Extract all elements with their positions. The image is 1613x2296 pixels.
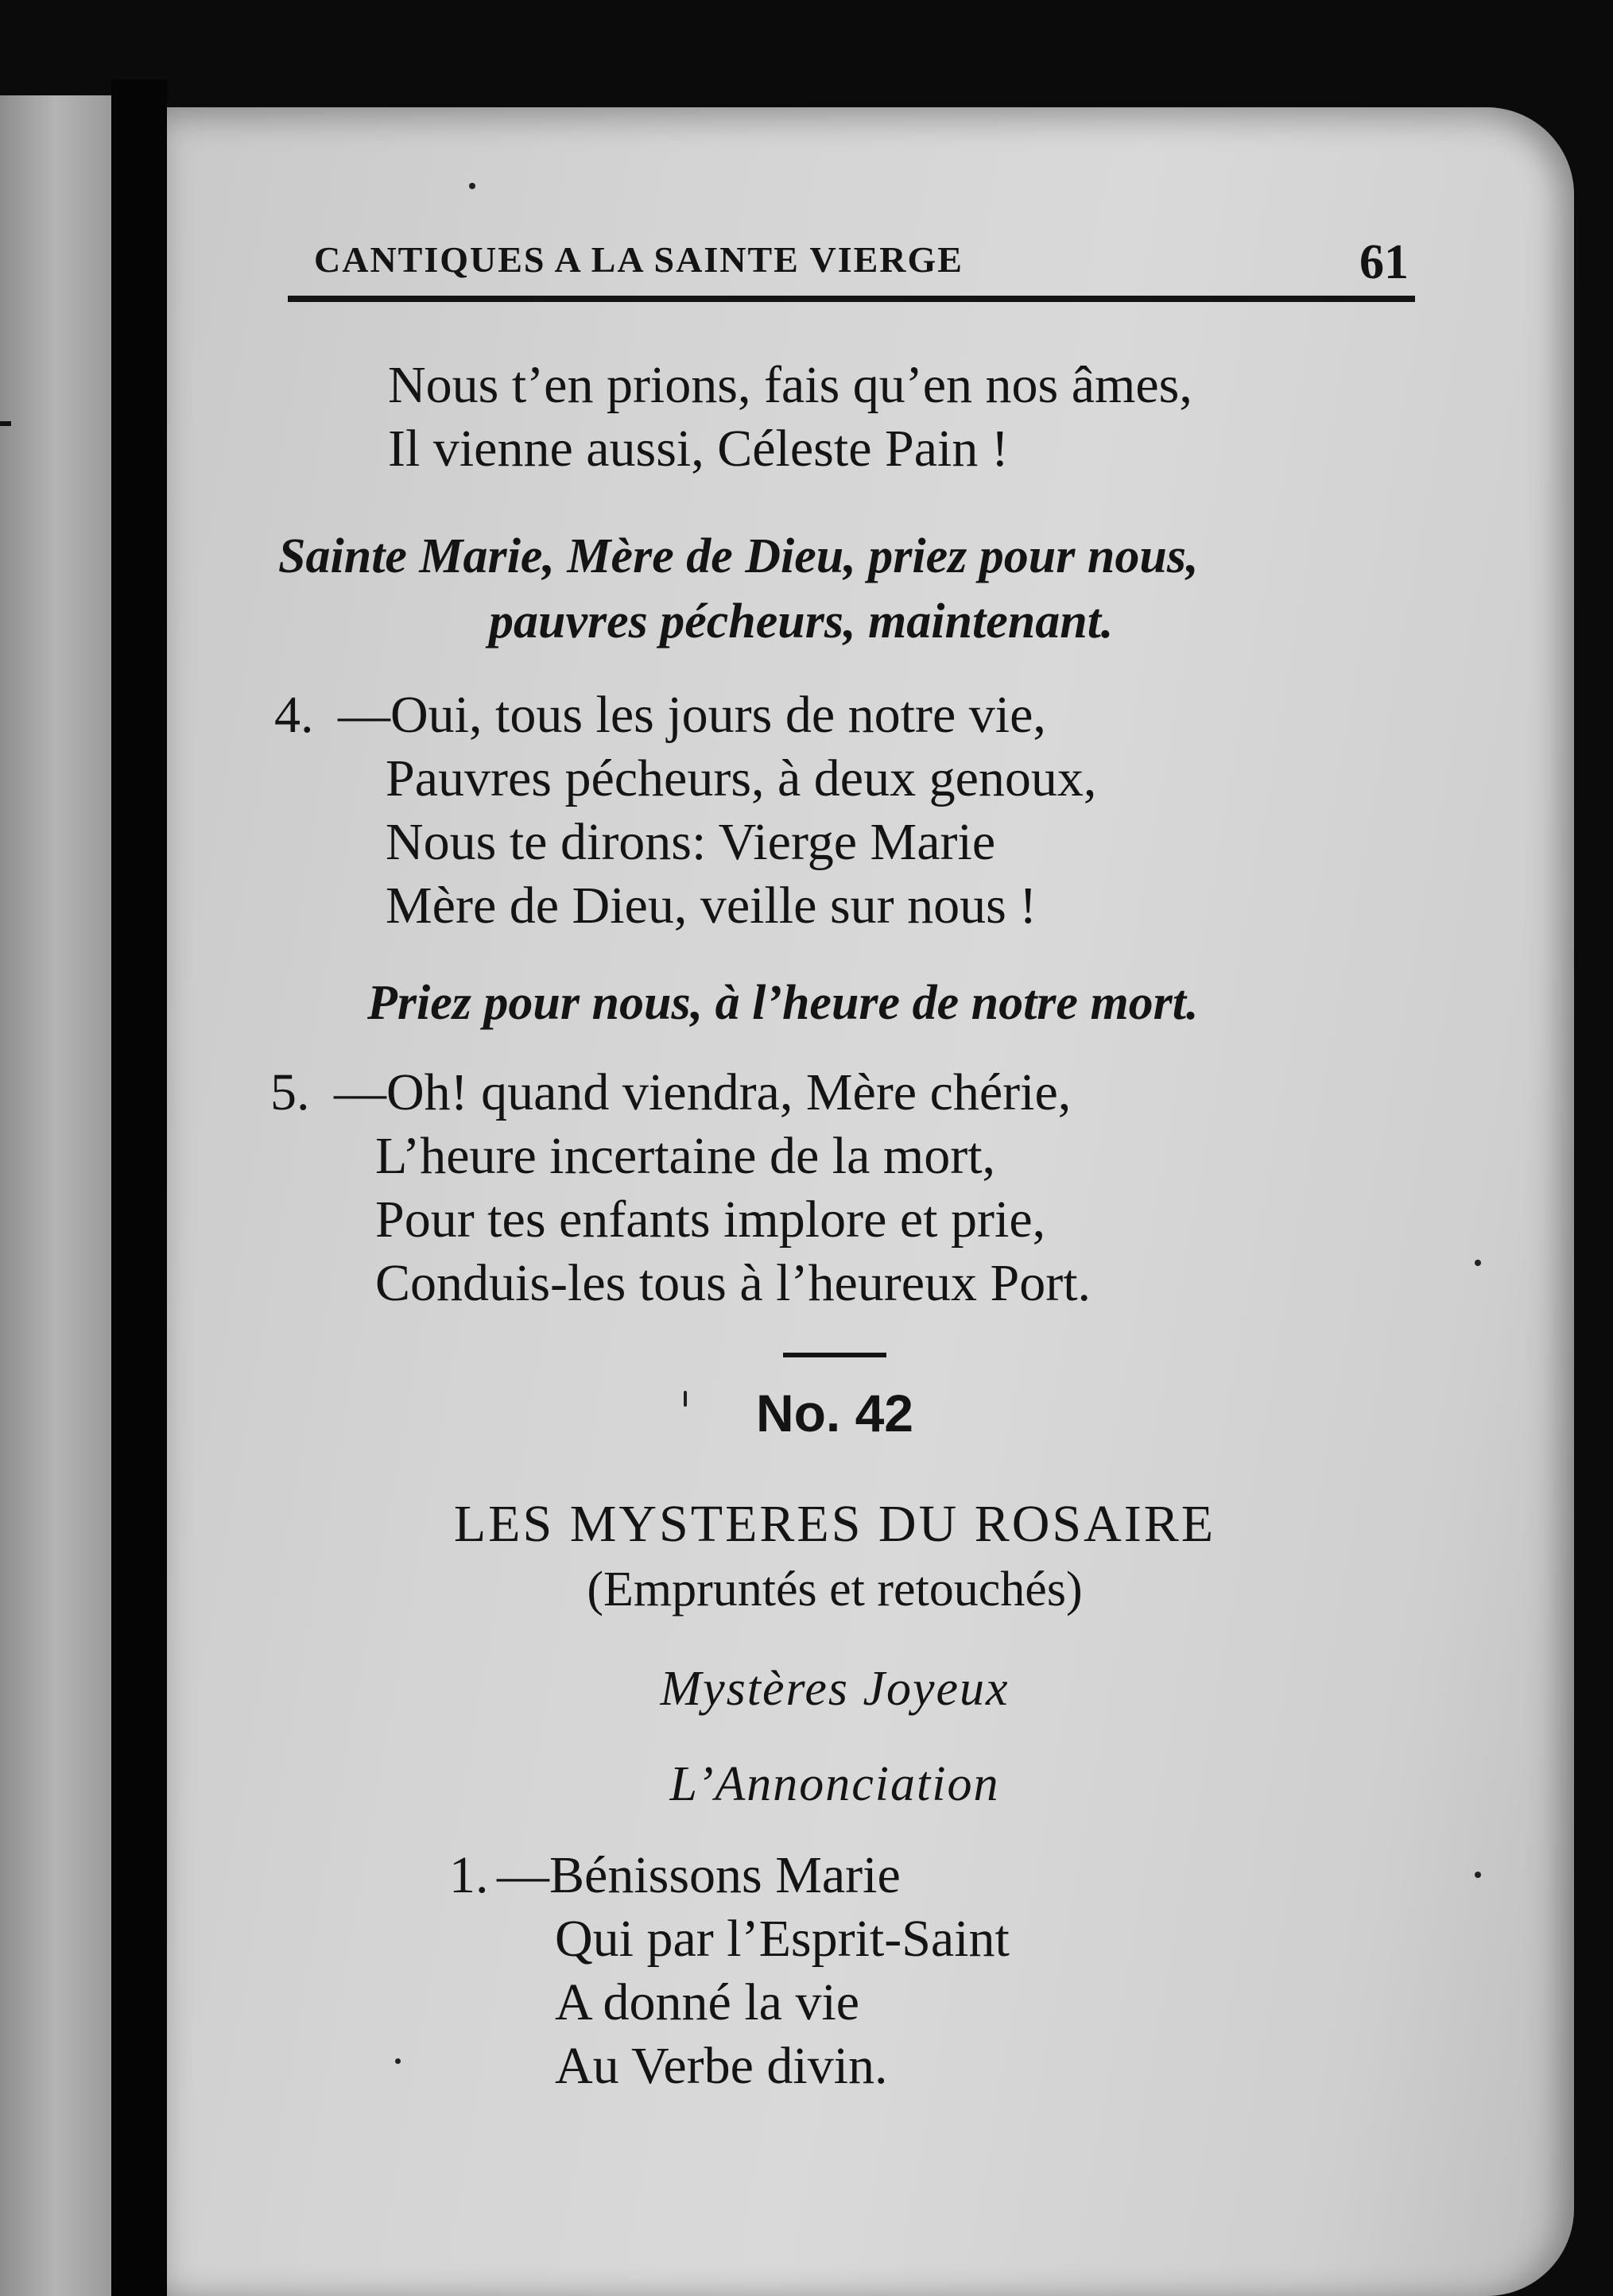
facing-page-mark — [0, 421, 11, 426]
scan-speck — [1475, 1260, 1481, 1266]
stanza-number: 1. — [449, 1846, 489, 1904]
header-rule — [288, 296, 1415, 302]
running-title: CANTIQUES A LA SAINTE VIERGE — [314, 239, 964, 280]
hymn-number: No. 42 — [755, 1384, 914, 1442]
verse-line: Conduis-les tous à l’heureux Port. — [375, 1254, 1091, 1312]
verse-line: Qui par l’Esprit-Saint — [555, 1910, 1010, 1968]
verse-line: —Oh! quand viendra, Mère chérie, — [334, 1063, 1072, 1121]
stanza-number: 5. — [270, 1063, 310, 1121]
section-heading: Mystères Joyeux — [660, 1662, 1010, 1716]
verse-line: —Bénissons Marie — [497, 1846, 901, 1904]
verse-line: Mère de Dieu, veille sur nous ! — [386, 877, 1037, 935]
verse-line: Nous t’en prions, fais qu’en nos âmes, — [388, 356, 1192, 414]
book-spine — [111, 79, 167, 2296]
verse-line: Il vienne aussi, Céleste Pain ! — [388, 420, 1009, 478]
hymn-title: LES MYSTERES DU ROSAIRE — [453, 1495, 1216, 1553]
scan-speck — [684, 1391, 687, 1407]
verse-line: A donné la vie — [555, 1973, 860, 2031]
scan-speck — [469, 183, 475, 189]
scan-speck — [1475, 1872, 1481, 1878]
hymn-subtitle: (Empruntés et retouchés) — [587, 1562, 1083, 1616]
subsection-heading: L’Annonciation — [669, 1757, 1000, 1811]
verse-line: L’heure incertaine de la mort, — [375, 1127, 996, 1185]
verse-line: Au Verbe divin. — [555, 2037, 888, 2095]
stanza-number: 4. — [274, 686, 314, 744]
facing-page-edge — [0, 95, 111, 2296]
refrain-line: Sainte Marie, Mère de Dieu, priez pour nous, — [278, 529, 1199, 583]
verse-line: Pour tes enfants implore et prie, — [375, 1191, 1046, 1249]
verse-line: —Oui, tous les jours de notre vie, — [338, 686, 1046, 744]
refrain-line: pauvres pécheurs, maintenant. — [489, 594, 1114, 649]
section-divider — [783, 1353, 886, 1357]
page-number: 61 — [1359, 235, 1409, 289]
refrain-line: Priez pour nous, à l’heure de notre mort. — [367, 976, 1199, 1030]
verse-line: Nous te dirons: Vierge Marie — [386, 813, 996, 871]
verse-line: Pauvres pécheurs, à deux genoux, — [386, 749, 1097, 807]
scan-speck — [395, 2058, 401, 2064]
